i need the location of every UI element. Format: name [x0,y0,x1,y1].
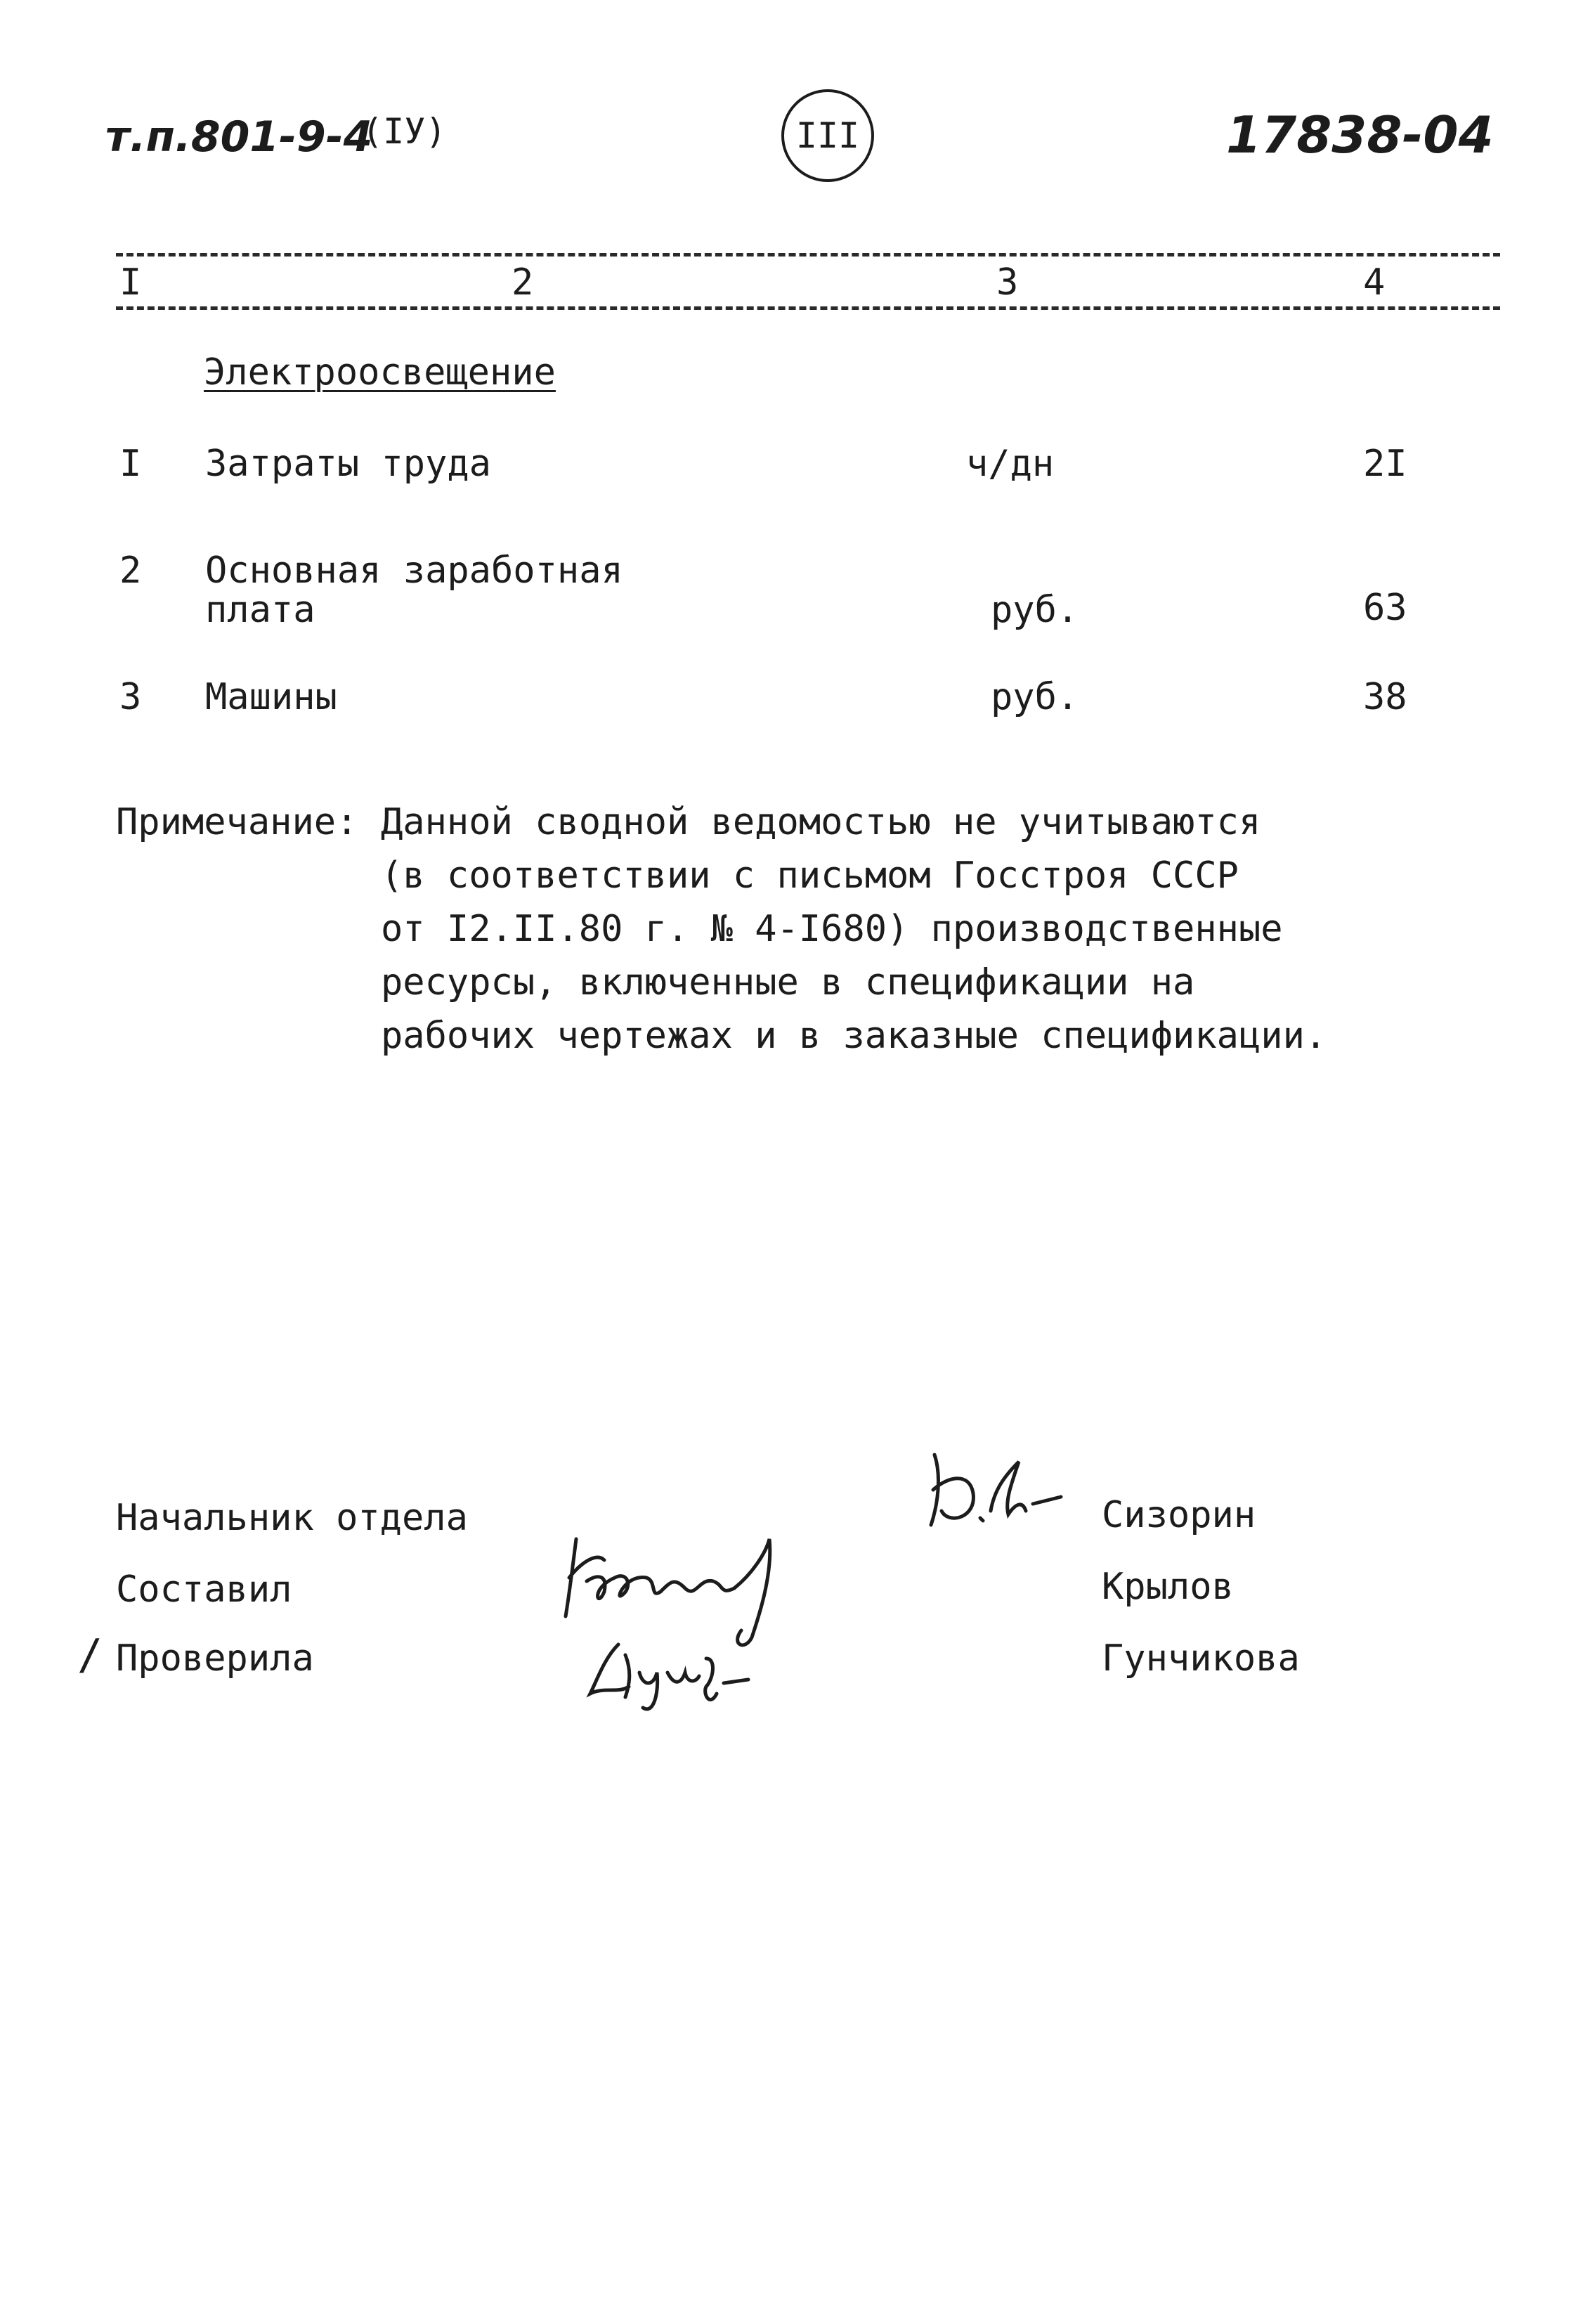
row-3-name: Машины [205,676,337,718]
name-sizorin: Сизорин [1102,1494,1256,1536]
page-number-circle [781,89,874,182]
row-1-number: I [119,443,142,485]
note-line-4: ресурсы, включенные в спецификации на [381,961,1195,1004]
column-number-3: 3 [996,261,1019,304]
row-2-unit: руб. [991,589,1079,631]
row-2-name-line1: Основная заработная [205,550,623,592]
column-number-4: 4 [1363,261,1386,304]
row-3-value: 38 [1363,676,1407,718]
row-2-name-line2: плата [205,589,315,631]
note-label: Примечание: [116,801,358,843]
row-3-number: 3 [119,676,142,718]
signature-gunchikova [576,1616,801,1722]
role-compiled-by: Составил [116,1569,292,1611]
table-header-rule [116,306,1500,310]
check-mark: / [77,1630,103,1680]
name-krylov: Крылов [1102,1566,1234,1608]
table-top-rule [116,253,1500,257]
volume-label: (IУ) [362,111,447,152]
column-number-2: 2 [512,261,534,304]
inventory-number: 17838-04 [1226,105,1494,164]
row-2-value: 63 [1363,587,1407,629]
section-title: Электроосвещение [204,351,556,394]
note-line-5: рабочих чертежах и в заказные спецификации. [381,1015,1327,1057]
note-line-1: Данной сводной ведомостью не учитываются [381,801,1261,843]
note-line-3: от I2.II.80 г. № 4-I680) производственные [381,908,1283,950]
row-1-value: 2I [1363,443,1407,485]
row-1-name: Затраты труда [205,443,491,485]
role-department-head: Начальник отдела [116,1497,468,1539]
role-checked-by: Проверила [116,1637,314,1680]
name-gunchikova: Гунчикова [1102,1637,1300,1680]
column-number-1: I [119,261,142,304]
row-2-number: 2 [119,550,142,592]
row-3-unit: руб. [991,676,1079,718]
project-code: т.п.801-9-4 [105,112,373,162]
row-1-unit: ч/дн [966,443,1055,485]
note-line-2: (в соответствии с письмом Госстроя СССР [381,855,1239,897]
page-number: III [795,115,860,156]
signature-sizorin [920,1434,1082,1546]
